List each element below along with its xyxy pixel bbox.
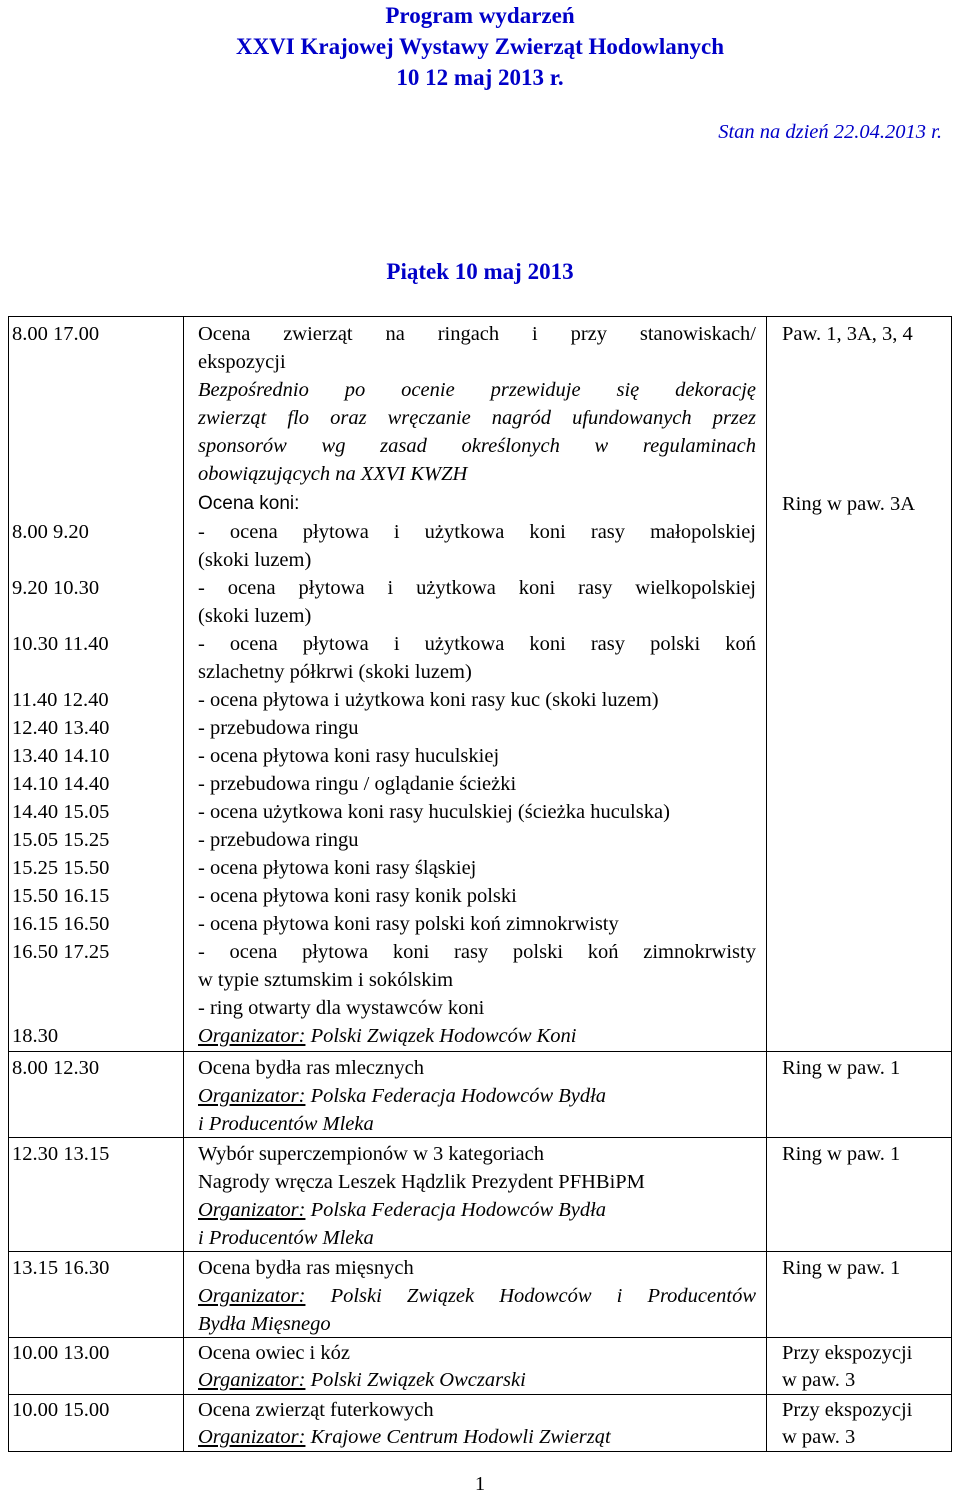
- horse-time: 15.05 15.25: [12, 829, 110, 851]
- horse-item: szlachetny półkrwi (skoki luzem): [198, 661, 472, 683]
- horse-time: 12.40 13.40: [12, 717, 110, 739]
- horse-item: - ocena płytowa i użytkowa koni rasy małopolskiej: [198, 521, 756, 543]
- exhibition-title: XXVI Krajowej Wystawy Zwierząt Hodowlanych: [235, 34, 725, 59]
- row-time: 13.15 16.30: [12, 1257, 110, 1279]
- row-place: Paw. 1, 3A, 3, 4: [782, 323, 913, 345]
- exhibition-dates: 10 12 maj 2013 r.: [396, 65, 564, 90]
- row-description: Ocena zwierząt futerkowych: [198, 1399, 434, 1421]
- organizer-label: Organizator:: [198, 1285, 306, 1307]
- row-place: Ring w paw. 1: [782, 1257, 901, 1279]
- organizer: [198, 1366, 526, 1394]
- row-description: Ocena bydła ras mlecznych: [198, 1057, 424, 1079]
- row-time: 8.00 17.00: [12, 323, 100, 345]
- horse-time: 11.40 12.40: [12, 689, 109, 711]
- organizer: [198, 1022, 577, 1050]
- day-title: Piątek 10 maj 2013: [386, 259, 574, 284]
- horse-item: - ocena płytowa i użytkowa koni rasy kuc (skoki luzem): [198, 689, 659, 711]
- horse-time: 15.25 15.50: [12, 857, 110, 879]
- row-description: Ocena zwierząt na ringach i przy stanowiskach/: [198, 323, 756, 345]
- row-note: zwierząt flo oraz wręczanie nagród ufundowanych przez: [198, 407, 756, 429]
- organizer-name-cont: Bydła Mięsnego: [198, 1313, 331, 1335]
- horse-item: (skoki luzem): [198, 605, 312, 627]
- row-description: Ocena owiec i kóz: [198, 1342, 350, 1364]
- organizer-name: Polska Federacja Hodowców Bydła: [305, 1199, 607, 1221]
- organizer-name: Polska Federacja Hodowców Bydła: [305, 1085, 607, 1107]
- row-description: Wybór superczempionów w 3 kategoriach: [198, 1143, 545, 1165]
- horse-item: (skoki luzem): [198, 549, 312, 571]
- horse-time: 14.10 14.40: [12, 773, 110, 795]
- status-date: Stan na dzień 22.04.2013 r.: [718, 121, 942, 143]
- horse-time: 13.40 14.10: [12, 745, 110, 767]
- horse-time: 9.20 10.30: [12, 577, 100, 599]
- organizer-name: Polski Związek Owczarski: [305, 1369, 526, 1391]
- horse-item: - ring otwarty dla wystawców koni: [198, 997, 485, 1019]
- row-place: Przy ekspozycji: [782, 1342, 913, 1364]
- horse-item: - ocena płytowa koni rasy huculskiej: [198, 745, 500, 767]
- horse-item: - ocena płytowa koni rasy śląskiej: [198, 857, 477, 879]
- organizer-label: Organizator:: [198, 1369, 306, 1391]
- table-border-left: [8, 316, 9, 1452]
- row-description-cont: Nagrody wręcza Leszek Hądzlik Prezydent PFHBiPM: [198, 1171, 645, 1193]
- organizer-name: Polski Związek Hodowców Koni: [305, 1025, 577, 1047]
- row-divider: [8, 1337, 952, 1338]
- horse-item: - przebudowa ringu: [198, 829, 359, 851]
- row-place: Ring w paw. 3A: [782, 493, 916, 515]
- row-place: Przy ekspozycji: [782, 1399, 913, 1421]
- row-place-cont: w paw. 3: [782, 1369, 856, 1391]
- organizer-label: Organizator:: [198, 1085, 306, 1107]
- organizer: [198, 1196, 606, 1224]
- horse-time: 16.15 16.50: [12, 913, 110, 935]
- horse-time: 14.40 15.05: [12, 801, 110, 823]
- organizer-label: Organizator:: [198, 1025, 306, 1047]
- row-place: Ring w paw. 1: [782, 1057, 901, 1079]
- horse-item: - przebudowa ringu / oglądanie ścieżki: [198, 773, 517, 795]
- page-number: 1: [474, 1473, 486, 1495]
- organizer-name-cont: i Producentów Mleka: [198, 1113, 374, 1135]
- row-place: Ring w paw. 1: [782, 1143, 901, 1165]
- row-time: 12.30 13.15: [12, 1143, 110, 1165]
- organizer-name: Krajowe Centrum Hodowli Zwierząt: [305, 1426, 611, 1448]
- horse-item: - ocena płytowa koni rasy polski koń zimnokrwisty: [198, 941, 756, 963]
- row-time: 10.00 15.00: [12, 1399, 110, 1421]
- horse-item: - ocena płytowa i użytkowa koni rasy polski koń: [198, 633, 756, 655]
- organizer: [198, 1423, 611, 1451]
- organizer-label: Organizator:: [198, 1426, 306, 1448]
- row-description: Ocena bydła ras mięsnych: [198, 1257, 414, 1279]
- horse-time: 15.50 16.15: [12, 885, 110, 907]
- table-border-right: [951, 316, 952, 1452]
- table-border-top: [8, 316, 952, 317]
- organizer-label: Organizator:: [198, 1199, 306, 1221]
- organizer-name: Polski Związek Hodowców i Producentów: [305, 1285, 756, 1307]
- row-divider: [8, 1051, 952, 1052]
- organizer-name-cont: i Producentów Mleka: [198, 1227, 374, 1249]
- organizer: [198, 1082, 606, 1110]
- column-divider-1: [183, 316, 184, 1452]
- row-note: obowiązujących na XXVI KWZH: [198, 463, 468, 485]
- horse-time: 16.50 17.25: [12, 941, 110, 963]
- row-place-cont: w paw. 3: [782, 1426, 856, 1448]
- row-divider: [8, 1394, 952, 1395]
- horse-item: - przebudowa ringu: [198, 717, 359, 739]
- program-title: Program wydarzeń: [385, 3, 575, 28]
- row-divider: [8, 1137, 952, 1138]
- row-time: 8.00 12.30: [12, 1057, 100, 1079]
- horse-time: 8.00 9.20: [12, 521, 89, 543]
- horse-item: - ocena płytowa koni rasy konik polski: [198, 885, 517, 907]
- row-time: 10.00 13.00: [12, 1342, 110, 1364]
- horse-item: - ocena płytowa i użytkowa koni rasy wielkopolskiej: [198, 577, 756, 599]
- horse-section-heading: Ocena koni:: [198, 493, 300, 514]
- column-divider-2: [766, 316, 767, 1452]
- row-note: Bezpośrednio po ocenie przewiduje się dekorację: [198, 379, 756, 401]
- horse-time: 10.30 11.40: [12, 633, 109, 655]
- row-note: sponsorów wg zasad określonych w regulaminach: [198, 435, 756, 457]
- schedule-table: [8, 316, 952, 1452]
- organizer: [198, 1282, 756, 1310]
- table-border-bottom: [8, 1451, 952, 1452]
- horse-item: - ocena użytkowa koni rasy huculskiej (ścieżka huculska): [198, 801, 670, 823]
- horse-item: - ocena płytowa koni rasy polski koń zimnokrwisty: [198, 913, 619, 935]
- row-divider: [8, 1251, 952, 1252]
- row-description-cont: ekspozycji: [198, 351, 286, 373]
- horse-item: w typie sztumskim i sokólskim: [198, 969, 454, 991]
- horse-time: 18.30: [12, 1025, 59, 1047]
